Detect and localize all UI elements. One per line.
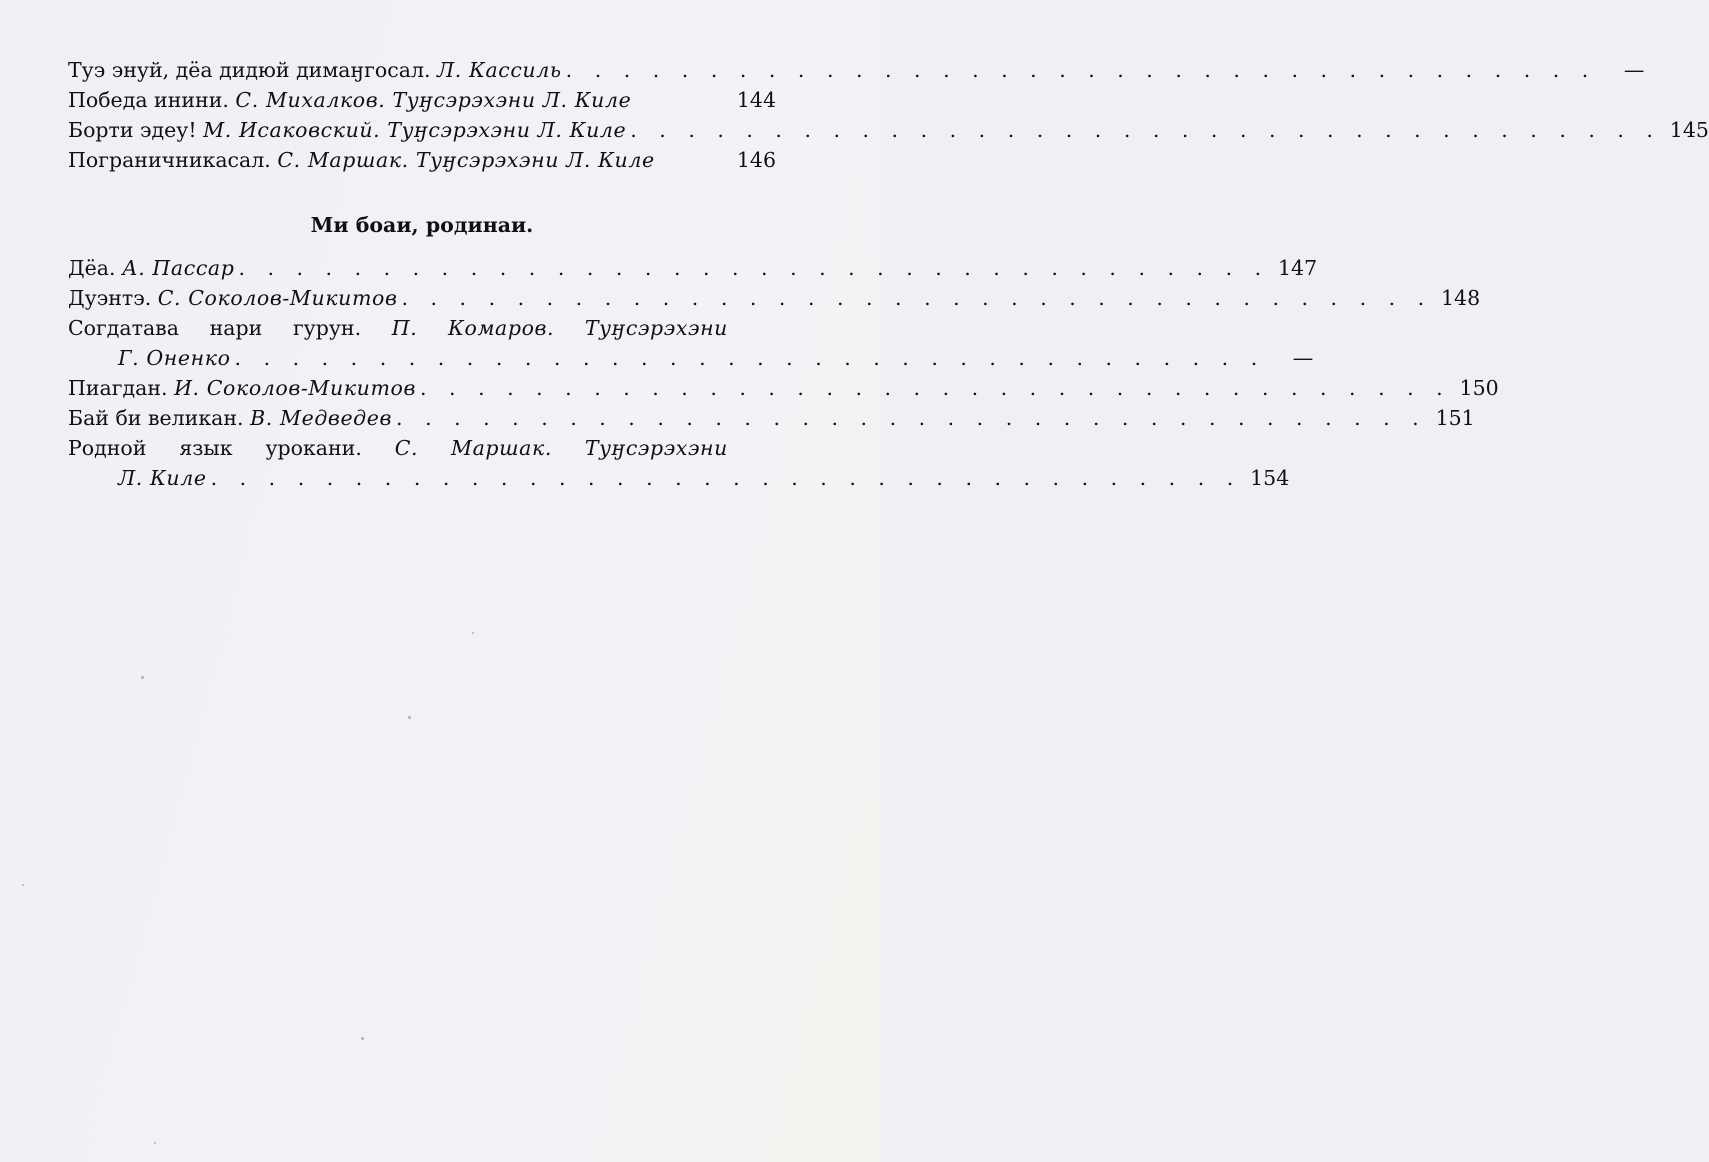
toc-author: С. Михалков. Туӈсэрэхэни Л. Киле <box>235 88 632 112</box>
toc-author: В. Медведев <box>250 406 393 430</box>
toc-title: Дёа. <box>68 256 116 280</box>
toc-entry <box>68 145 776 175</box>
toc-author-word: С. <box>394 436 419 460</box>
toc-entry <box>68 253 1318 283</box>
toc-title: Бай би великан. <box>68 406 244 430</box>
toc-title: Туэ энуй, дёа дидюй димаӈгосал. <box>68 58 431 82</box>
toc-entry-text <box>118 343 231 373</box>
toc-title-word: Родной <box>68 436 147 460</box>
dot-leader: . . . . . . . . . . . . . . . . . . . . . . . . . . . . . . . . . . . . <box>401 286 1433 310</box>
toc-title-word: нари <box>209 316 263 340</box>
toc-entry-text <box>68 313 728 343</box>
toc-entry-text <box>68 373 416 403</box>
dot-leader: . . . . . . . . . . . . . . . . . . . . . . . . . . . . . . . . . . . . <box>396 406 1427 430</box>
toc-author-word: Туӈсэрэхэни <box>584 316 728 340</box>
toc-entry-continuation <box>68 343 1314 373</box>
paper-speck <box>22 884 24 886</box>
toc-author: Л. Киле <box>118 466 207 490</box>
toc-author: С. Маршак. Туӈсэрэхэни Л. Киле <box>277 148 655 172</box>
toc-entry-text <box>68 85 631 115</box>
paper-speck <box>154 1142 156 1144</box>
toc-entry <box>68 403 1475 433</box>
paper-speck <box>408 716 411 719</box>
paper-speck <box>472 632 474 634</box>
toc-block-lower <box>68 253 1499 493</box>
toc-entry <box>68 433 776 463</box>
toc-title: Дуэнтэ. <box>68 286 152 310</box>
toc-entry-text <box>68 55 562 85</box>
toc-entry-text <box>68 115 626 145</box>
toc-page-number: — <box>1292 346 1314 370</box>
paper-speck <box>361 1037 364 1040</box>
toc-entry-text <box>68 145 655 175</box>
toc-entry-text <box>118 463 207 493</box>
paper-speck <box>141 676 144 679</box>
toc-block-upper <box>68 55 1709 175</box>
toc-entry-text <box>68 283 397 313</box>
toc-author: И. Соколов-Микитов <box>174 376 416 400</box>
toc-entry <box>68 115 1709 145</box>
toc-entry-text <box>68 433 728 463</box>
toc-title-word: гурун. <box>292 316 362 340</box>
toc-page-number: 147 <box>1277 256 1318 280</box>
dot-leader: . . . . . . . . . . . . . . . . . . . . . . . . . . . . . . . . . . . . <box>238 256 1270 280</box>
toc-author: Л. Кассиль <box>437 58 562 82</box>
toc-title: Пограничникасал. <box>68 148 271 172</box>
toc-author-word: Туӈсэрэхэни <box>584 436 728 460</box>
toc-entry <box>68 373 1499 403</box>
toc-page-number: 146 <box>736 148 776 172</box>
toc-entry-text <box>68 253 234 283</box>
toc-author-word: П. <box>391 316 418 340</box>
toc-title-word: язык <box>179 436 233 460</box>
toc-author: А. Пассар <box>122 256 235 280</box>
toc-author: С. Соколов-Микитов <box>157 286 398 310</box>
dot-leader: . . . . . . . . . . . . . . . . . . . . . . . . . . . . . . . . . . . . <box>565 58 1597 82</box>
toc-author: Г. Оненко <box>118 346 231 370</box>
toc-title-word: Согдатава <box>68 316 179 340</box>
toc-page-number: 154 <box>1250 466 1290 490</box>
toc-page-number: 148 <box>1441 286 1481 310</box>
dot-leader: . . . . . . . . . . . . . . . . . . . . . . . . . . . . . . . . . . . . <box>234 346 1266 370</box>
toc-entry <box>68 283 1481 313</box>
toc-entry <box>68 313 776 343</box>
dot-leader: . . . . . . . . . . . . . . . . . . . . . . . . . . . . . . . . . . . . <box>630 118 1661 142</box>
toc-author: М. Исаковский. Туӈсэрэхэни Л. Киле <box>203 118 627 142</box>
toc-page-number: 145 <box>1669 118 1709 142</box>
toc-title: Победа инини. <box>68 88 229 112</box>
section-heading: Ми боаи, родинаи. <box>310 213 534 237</box>
dot-leader: . . . . . . . . . . . . . . . . . . . . . . . . . . . . . . . . . . . . <box>210 466 1242 490</box>
toc-entry-text <box>68 403 392 433</box>
toc-page-number: — <box>1623 58 1645 82</box>
toc-author-word: Маршак. <box>451 436 552 460</box>
toc-author-word: Комаров. <box>448 316 555 340</box>
dot-leader: . . . . . . . . . . . . . . . . . . . . . . . . . . . . . . . . . . . . <box>420 376 1451 400</box>
toc-page-number: 144 <box>736 88 776 112</box>
toc-page-number: 150 <box>1459 376 1499 400</box>
toc-entry <box>68 55 1645 85</box>
toc-title: Борти эдеу! <box>68 118 197 142</box>
toc-title-word: урокани. <box>265 436 362 460</box>
toc-page-number: 151 <box>1435 406 1475 430</box>
toc-entry <box>68 85 776 115</box>
toc-title: Пиагдан. <box>68 376 168 400</box>
toc-entry-continuation <box>68 463 1290 493</box>
